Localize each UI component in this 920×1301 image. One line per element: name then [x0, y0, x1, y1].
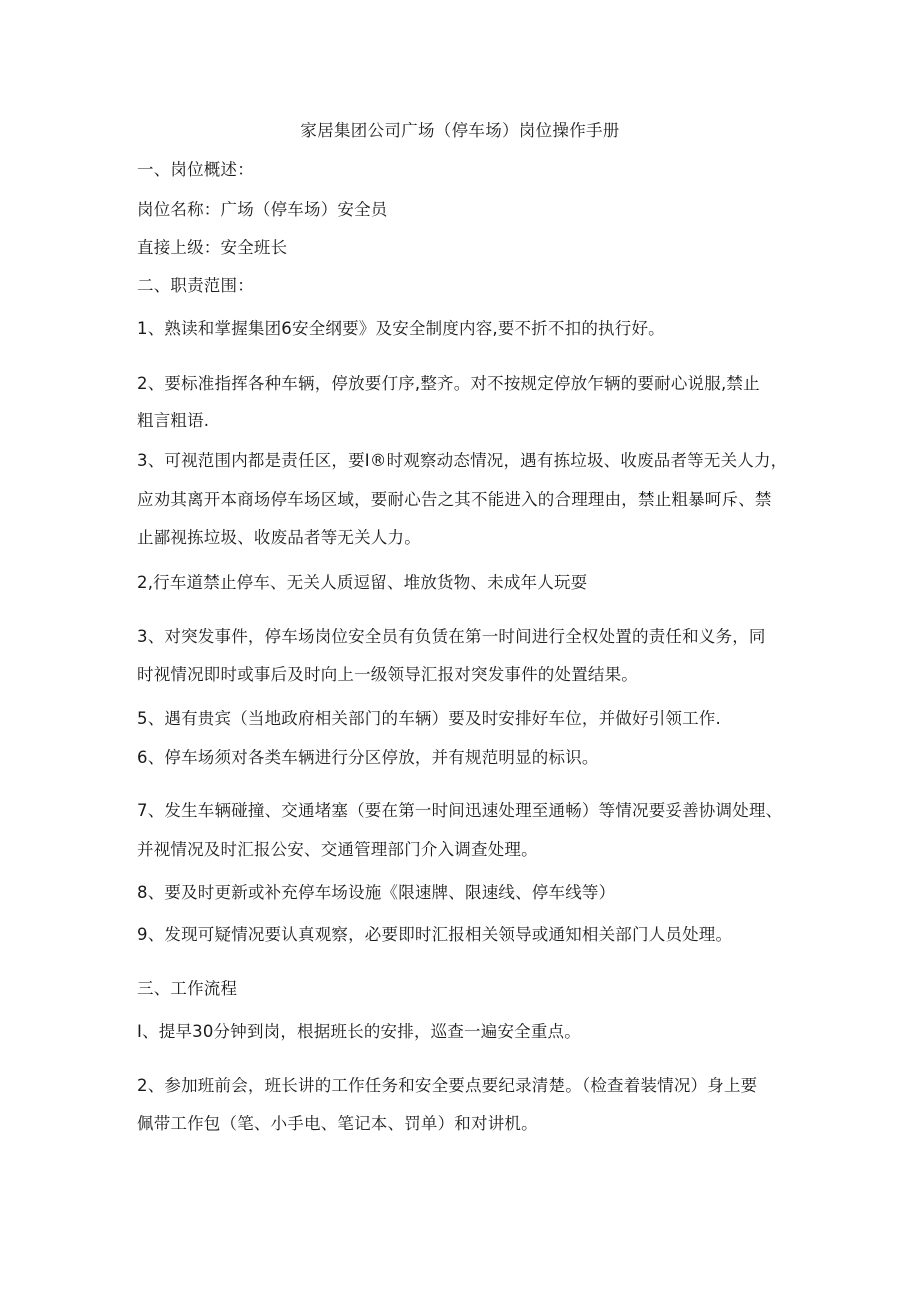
- duty-item-3-line-3: 止鄙视拣垃圾、收废品者等无关人力。: [137, 528, 421, 547]
- duty-item-2-line-1: 2、要标准指挥各种车辆，停放要仃序,整齐。对不按规定停放乍辆的要耐心说服,禁止: [137, 374, 760, 393]
- duty-item-3-line-2: 应劝其离开本商场停车场区域，要耐心告之其不能进入的合理理由，禁止粗暴呵斥、禁: [137, 490, 772, 509]
- duty-item-7: 6、停车场须对各类车辆进行分区停放，并有规范明显的标识。: [137, 748, 599, 767]
- section-heading-overview: 一、岗位概述：: [137, 160, 254, 179]
- duty-item-4: 2,行车道禁止停车、无关人质逗留、堆放货物、未成年人玩耍: [137, 573, 588, 592]
- section-heading-duties: 二、职责范围：: [137, 276, 254, 295]
- post-name-line: 岗位名称：广场（停车场）安全员: [137, 200, 388, 219]
- workflow-item-1: I、提早30分钟到岗，根据班长的安排，巡查一遍安全重点。: [137, 1022, 581, 1041]
- duty-item-8-line-2: 并视情况及时汇报公安、交通管理部门介入调查处理。: [137, 840, 538, 859]
- section-heading-workflow: 三、工作流程: [137, 979, 238, 998]
- duty-item-6: 5、遇有贵宾（当地政府相关部门的车辆）要及时安排好车位，并做好引领工作.: [137, 709, 721, 728]
- duty-item-8-line-1: 7、发生车辆碰撞、交通堵塞（要在第一时间迅速处理至通畅）等情况要妥善协调处理、: [137, 801, 783, 820]
- duty-item-2-line-2: 粗言粗语.: [137, 411, 210, 430]
- duty-item-10: 9、发现可疑情况要认真观察，必要即时汇报相关领导或通知相关部门人员处理。: [137, 925, 733, 944]
- duty-item-9: 8、要及时更新或补充停车场设施《限速牌、限速线、停车线等）: [137, 883, 616, 902]
- document-title: 家居集团公司广场（停车场）岗位操作手册: [300, 121, 620, 140]
- duty-item-1: 1、熟读和掌握集团6安全纲要》及安全制度内容,要不折不扣的执行好。: [137, 319, 665, 338]
- duty-item-3-line-1: 3、可视范围内都是责任区，要I®时观察动态情况，遇有拣垃圾、收废品者等无关人力，: [137, 451, 788, 470]
- workflow-item-2-line-2: 佩带工作包（笔、小手电、笔记本、罚单）和对讲机。: [137, 1114, 538, 1133]
- duty-item-5-line-1: 3、对突发事件，停车场岗位安全员有负赁在第一时间进行全权处置的责任和义务，同: [137, 627, 766, 646]
- supervisor-line: 直接上级：安全班长: [137, 238, 288, 257]
- duty-item-5-line-2: 时视情况即时或事后及时向上一级领导汇报对突发事件的处置结果。: [137, 665, 638, 684]
- workflow-item-2-line-1: 2、参加班前会，班长讲的工作任务和安全要点要纪录清楚。（检查着装情况）身上要: [137, 1076, 758, 1095]
